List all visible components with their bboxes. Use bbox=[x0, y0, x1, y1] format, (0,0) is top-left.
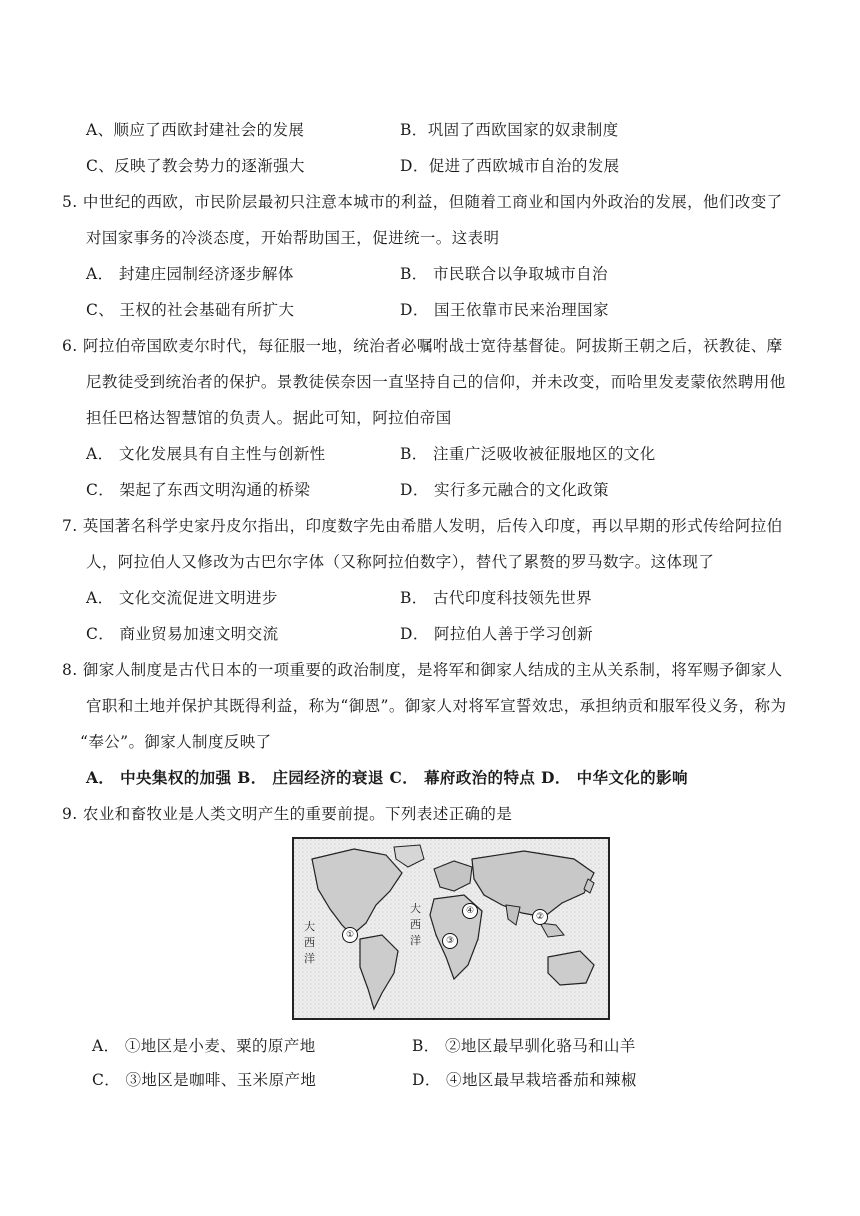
q7-option-d: D． 阿拉伯人善于学习创新 bbox=[400, 625, 594, 643]
map-marker-3: ③ bbox=[442, 933, 458, 949]
q6-option-a: A． 文化发展具有自主性与创新性 bbox=[86, 445, 326, 463]
q6-option-b: B． 注重广泛吸收被征服地区的文化 bbox=[400, 445, 656, 463]
world-map-figure bbox=[292, 837, 610, 1020]
q9-stem-line1: 9. 农业和畜牧业是人类文明产生的重要前提。下列表述正确的是 bbox=[62, 805, 513, 823]
q4-option-b: B．巩固了西欧国家的奴隶制度 bbox=[400, 121, 619, 139]
q9-option-c: C． ③地区是咖啡、玉米原产地 bbox=[92, 1071, 317, 1089]
q5-option-c: C、 王权的社会基础有所扩大 bbox=[86, 301, 295, 319]
q8-stem-line3: “奉公”。御家人制度反映了 bbox=[80, 733, 272, 751]
map-label-char: 大 bbox=[410, 902, 421, 915]
q5-option-b: B． 市民联合以争取城市自治 bbox=[400, 265, 608, 283]
q4-option-c: C、反映了教会势力的逐渐强大 bbox=[86, 157, 305, 175]
q8-options-line: A． 中央集权的加强 B． 庄园经济的衰退 C． 幕府政治的特点 D． 中华文化的影响 bbox=[86, 768, 688, 787]
map-label-char: 洋 bbox=[410, 934, 421, 947]
q6-option-c: C． 架起了东西文明沟通的桥梁 bbox=[86, 481, 311, 499]
q5-stem-line1: 5. 中世纪的西欧，市民阶层最初只注意本城市的利益，但随着工商业和国内外政治的发展，他们改变了 bbox=[62, 193, 783, 211]
q5-option-a: A． 封建庄园制经济逐步解体 bbox=[86, 265, 294, 283]
q6-stem-line1: 6. 阿拉伯帝国欧麦尔时代，每征服一地，统治者必嘱咐战士宽待基督徒。阿拔斯王朝之后，祆教徒、摩 bbox=[62, 337, 783, 355]
map-marker-2: ② bbox=[532, 909, 548, 925]
q7-option-c: C． 商业贸易加速文明交流 bbox=[86, 625, 279, 643]
map-label-char: 西 bbox=[304, 936, 315, 949]
q6-stem-line2: 尼教徒受到统治者的保护。景教徒侯奈因一直坚持自己的信仰，并未改变，而哈里发麦蒙依然聘用他 bbox=[86, 373, 786, 391]
q6-option-d: D． 实行多元融合的文化政策 bbox=[400, 481, 609, 499]
q7-option-a: A． 文化交流促进文明进步 bbox=[86, 589, 278, 607]
q7-stem-line2: 人，阿拉伯人又修改为古巴尔字体（又称阿拉伯数字），替代了累赘的罗马数字。这体现了 bbox=[86, 553, 715, 571]
world-map-graphic bbox=[294, 839, 608, 1018]
q9-option-b: B． ②地区最早驯化骆马和山羊 bbox=[412, 1037, 636, 1055]
map-label-char: 大 bbox=[304, 920, 315, 933]
map-label-char: 西 bbox=[410, 918, 421, 931]
q8-stem-line2: 官职和土地并保护其既得利益，称为“御恩”。御家人对将军宣誓效忠，承担纳贡和服军役义务，称为 bbox=[86, 697, 787, 715]
q8-stem-line1: 8. 御家人制度是古代日本的一项重要的政治制度，是将军和御家人结成的主从关系制，将军赐予御家人 bbox=[62, 661, 783, 679]
q7-stem-line1: 7. 英国著名科学史家丹皮尔指出，印度数字先由希腊人发明，后传入印度，再以早期的形式传给阿拉伯 bbox=[62, 517, 783, 535]
map-label-char: 洋 bbox=[304, 952, 315, 965]
q5-option-d: D． 国王依靠市民来治理国家 bbox=[400, 301, 609, 319]
map-marker-1: ① bbox=[342, 927, 358, 943]
q9-option-a: A． ①地区是小麦、粟的原产地 bbox=[92, 1037, 316, 1055]
q6-stem-line3: 担任巴格达智慧馆的负责人。据此可知，阿拉伯帝国 bbox=[86, 409, 452, 427]
map-marker-4: ④ bbox=[462, 903, 478, 919]
q4-option-a: A、顺应了西欧封建社会的发展 bbox=[86, 121, 305, 139]
q5-stem-line2: 对国家事务的冷淡态度，开始帮助国王，促进统一。这表明 bbox=[86, 229, 500, 247]
q4-option-d: D．促进了西欧城市自治的发展 bbox=[400, 157, 620, 175]
q7-option-b: B． 古代印度科技领先世界 bbox=[400, 589, 593, 607]
q9-option-d: D． ④地区最早栽培番茄和辣椒 bbox=[412, 1071, 637, 1089]
